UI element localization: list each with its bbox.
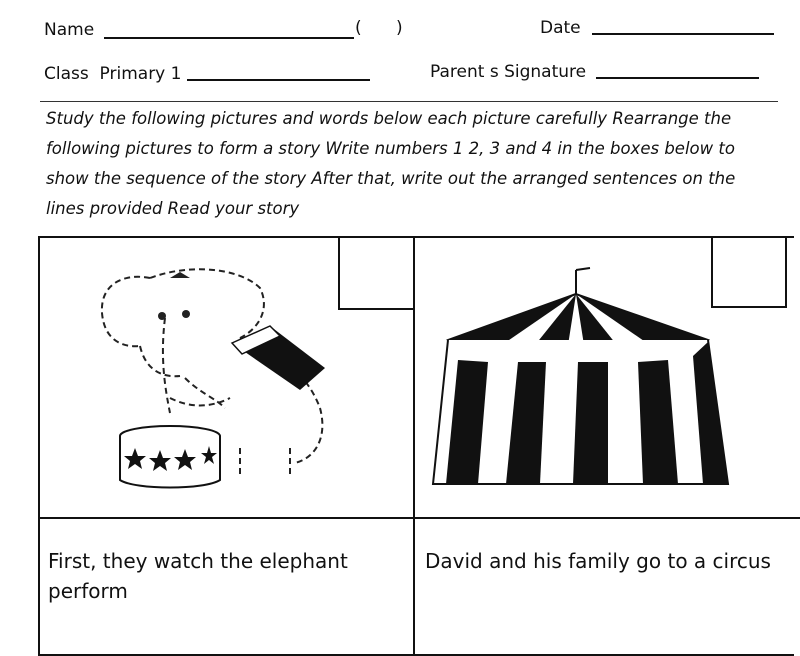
instruction-line: following pictures to form a story Write numbers 1 2, 3 and 4 in the boxes below to — [46, 139, 735, 158]
instructions — [46, 104, 786, 224]
class-label — [44, 64, 181, 84]
parent-signature-field[interactable] — [596, 77, 759, 79]
header-divider — [40, 101, 778, 102]
sequence-number-box-1[interactable] — [338, 238, 413, 310]
class-label-text: Class — [44, 64, 89, 84]
date-label: Date — [540, 18, 581, 38]
elephant-on-drum-picture — [90, 258, 340, 493]
circus-tent-picture — [428, 262, 738, 497]
instruction-line: show the sequence of the story After that, write out the arranged sentences on the — [46, 169, 736, 188]
date-field[interactable] — [592, 33, 774, 35]
register-number-close: ) — [396, 18, 403, 38]
panel-caption-1: First, they watch the elephant perform — [48, 549, 348, 603]
class-field[interactable] — [187, 79, 370, 81]
parent-signature-label: Parent s Signature — [430, 62, 587, 82]
name-field[interactable] — [104, 37, 354, 39]
register-number-open: ( — [355, 18, 362, 38]
name-label: Name — [44, 20, 95, 40]
instruction-line: lines provided Read your story — [46, 199, 300, 218]
class-value: Primary 1 — [99, 64, 182, 84]
panel-caption-2: David and his family go to a circus — [425, 549, 771, 573]
instruction-line: Study the following pictures and words below each picture carefully Rearrange the — [46, 109, 732, 128]
grid-vertical-divider — [413, 236, 415, 656]
drum-icon — [120, 426, 220, 488]
grid-horizontal-divider — [38, 517, 800, 519]
